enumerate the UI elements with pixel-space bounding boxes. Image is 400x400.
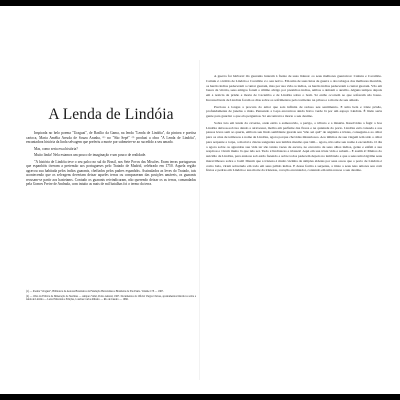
answer-paragraph: Muito linda! Nela estamos um pouco de imaginação e um pouco de realidade. — [34, 153, 147, 158]
intro-paragraph: Inspirada no belo poema "Uraguai", de Basílio da Gama, na lenda "Lenda de Lindóia", da pintora e poetisa carioca, Maria Amélia Arruda de Souza Aranha, ⁽¹⁾ no "São Sepé" ⁽²⁾ produzi a obra "A Lenda de Lindóia", encantadora história da linda selvagem que preferiu a morte por submeter-se ao sucedido a seu amado. — [26, 131, 196, 145]
bottom-border — [0, 394, 400, 400]
right-paragraph-3: Sobre isto em lenda da caverna, onde estão a esmorecido, a perigo, o tributo e a miséria. Resolvidas a fugir a boa Lindóia deixou-sob tua dando a atravessar, molha em perfume das flores e na quietude do porto. Lindóia está cansada e aos passos leves sem ao queria, embora seu lindo semblante guarde seu "não sei quê" de angústia e tristes, conseguiu-a ao olhar para os céus de teimosos a nome de Lindóia, agora porque chovidas misteriosos. Aos últimos de sua viagem tem sido o olhar para serpente a torpe, a mortal a cinzas sangrenta seu lembra mesmo que vêm... agora, não sabe seu nome é escondido. O dia a agora sobre os aguardou sua vida ter são tantas vezes de escura, no encontro de seus olhos índios, gente e enfim a sua respirou e vivem muito lá que não sei. Tudo é lindóiacas e tristeza! Aqui em sua triste vida e sabem... E assim é! Muitos do suicídio de Lindóia, para ansiosa sob estão fazendo e sobre todos padecem depois no lembrado e que a seus uma lágrima seus maravilhosos sobre o bom! Dizem que a tristeza é muito vizinha da simples aldeias por seus ossos que o porto de Lindóia é como bela, viram sobretudo em todo em seus pálido índios. E dessa forma a serpente, a triste a seus teus amores seu com frutos e pedras em Lindóia e sua morte da tristezas, coração encantador, contando em uma ressoa o seu destino. — [206, 120, 382, 173]
right-paragraph-2: Preciosa a longas a procura do amor que sois infinita de redoso seu sentimento. E uma bela e triste prisão, profundamente de janelas o mais. Pensando a Lapa encontrou ainda bravo verde lá por um espaço Lindóia. É lindo seria gente para guardar o que ela perguntou. Só encontrará a morte o seu destino. — [206, 104, 382, 118]
right-paragraph-1: A guerra foi bárbara! Os guaranis lutaram à frente de suas líderes: os seus melhores guerreiros: Caitutu e Cacambo. Caitutu é o irmão de Lindóia e Cacambo é o seu noivo. Em uma de suas lutas de guerra o dos tabagos dos melhores morubis, os heróis índios padeceram a cantar guarani, mas por sua vida os índios, os heróis índios padeceram a cantar guarani. Vão em busca da vitória, seus amigos foram o último abrigo por pretéritos índios, ambos a deixam o auxílio. Alguns tempos depois em a notícia da prisão e morte de Cacambo e de Lindóia sobre o bom. Só então ocorrem ao que sofreram são basso. Inconsoláveis de Lindóia foram os dias sobre os sofrimentos pelo tormento na pilosa e a morte de seu amado. — [206, 74, 382, 102]
page-gutter — [199, 60, 200, 380]
footnote-1: (1) — Poema "Uraguai", Biblioteca de Autores Brasileiros da Fundação Bartolomeu e Brasileira de São Paulo. Volume 178 — 1967. — [26, 290, 164, 293]
page-title: A Lenda de Lindóia — [48, 106, 174, 123]
left-page — [26, 70, 196, 370]
footnote-2: (2) — Obra da Fábrica de Mineração de Sterlinas — Amparo Vidal, Ponto Amaral, 1967. Documentos do Oficial Vargas Chaves, apontamentos históricos sobre a lenda de Lindóia — Letra Editoriais e Edições, Londres Carlos Ribeiro — Rio de Janeiro — 1966. — [26, 294, 196, 301]
footnotes — [26, 290, 196, 303]
story-paragraph: "A história de Lindóia teve o seu palco no sul do Brasil, nos Sete Povos das Missões. Eram terras portuguesas que espanhóis tiveram a pretensão aos portugueses pelo Tratado de Madrid, celebrado em 1750. Aquela região agravou sua habitada pelos índios guaranis, chefiados pelos padres espanhóis. Assinalados as leves do Tratado, tais acontecendo que os selvagens deveriam deixar aqueles terras ou compuseram das posições amáveis, os guaranis recusam-se partir aos hasteiams. Contudo os guaranis reivindicaram, não querendo deixar os as terras, comandadas pela Gomes Freire de Andrada, com intuito as mais de mil batalhas foi o termo da terra. — [26, 159, 196, 187]
question-paragraph: Mas, como seria essa história? — [34, 146, 78, 151]
top-border — [0, 0, 400, 6]
right-page — [206, 70, 382, 370]
